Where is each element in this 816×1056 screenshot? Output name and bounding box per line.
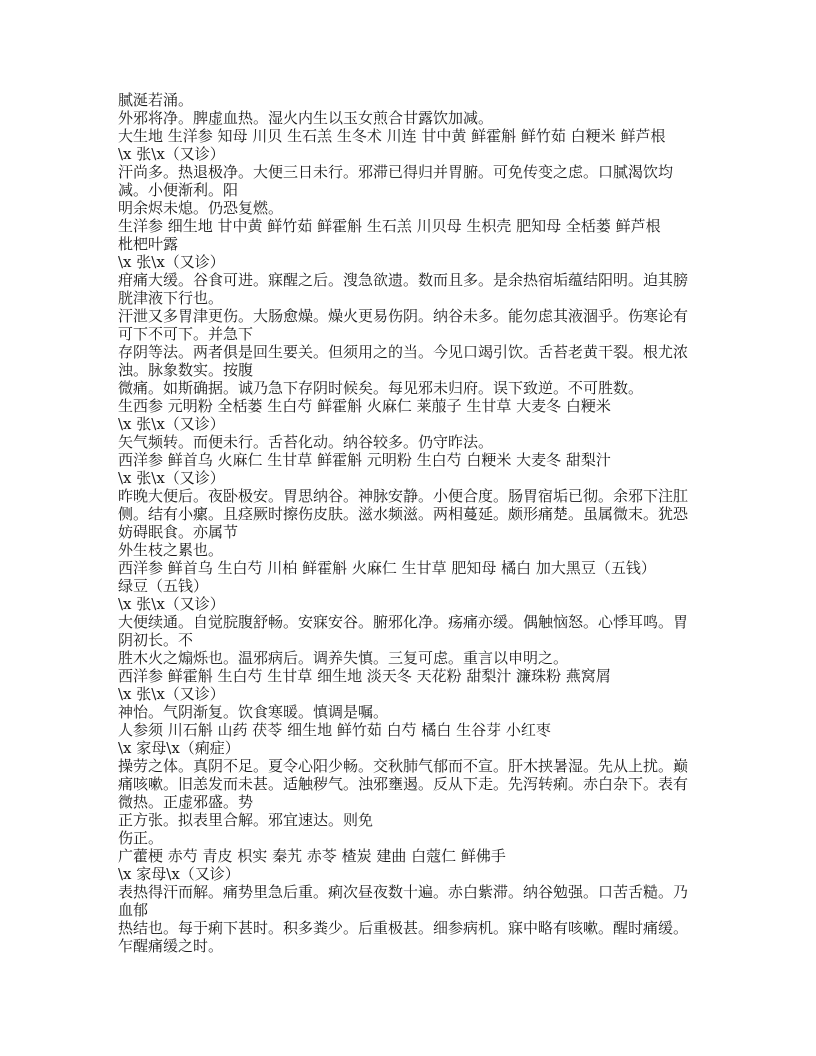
text-line: 大便续通。自觉脘腹舒畅。安寐安谷。腑邪化净。疡痛亦缓。偶触恼怒。心悸耳鸣。胃阴初长。不 [118, 613, 689, 649]
case-heading: \x 张\x（又诊） [118, 415, 225, 433]
text-line: 腻涎若涌。 [118, 91, 194, 109]
prescription-line: 生洋参 细生地 甘中黄 鲜竹茹 鲜霍斛 生石羔 川贝母 生枳壳 肥知母 全栝蒌 鲜芦根 [118, 217, 661, 235]
text-line: 外生枝之累也。 [118, 541, 224, 559]
text-line: 神怡。气阴渐复。饮食寒暖。慎调是嘱。 [118, 703, 389, 721]
case-heading: \x 张\x（又诊） [118, 685, 225, 703]
prescription-line: 人参须 川石斛 山药 茯苓 细生地 鲜竹茹 白芍 橘白 生谷芽 小红枣 [118, 721, 551, 739]
prescription-line: 绿豆（五钱） [118, 577, 209, 595]
case-heading: \x 张\x（又诊） [118, 469, 225, 487]
text-line: 伤正。 [118, 829, 164, 847]
text-line: 汗泄又多胃津更伤。大肠愈燥。燥火更易伤阴。纳谷未多。能勿虑其液涸乎。伤寒论有可下不可下。并急下 [118, 307, 689, 343]
text-line: 疳痛大缓。谷食可进。寐醒之后。溲急欲遗。数而且多。是余热宿垢蕴结阳明。迫其膀胱津液下行也。 [118, 271, 689, 307]
prescription-line: 生西参 元明粉 全栝蒌 生白芍 鲜霍斛 火麻仁 莱菔子 生甘草 大麦冬 白粳米 [118, 397, 611, 415]
text-line: 存阴等法。两者俱是回生要关。但须用之的当。今见口竭引饮。舌苔老黄干裂。根尤浓浊。脉象数实。按腹 [118, 343, 689, 379]
case-heading: \x 张\x（又诊） [118, 145, 225, 163]
prescription-line: 西洋参 鲜首乌 生白芍 川柏 鲜霍斛 火麻仁 生甘草 肥知母 橘白 加大黑豆（五钱） [118, 559, 656, 577]
text-line: 外邪将净。脾虚血热。湿火内生以玉女煎合甘露饮加减。 [118, 109, 494, 127]
case-heading: \x 家母\x（痢症） [118, 739, 240, 757]
case-heading: \x 家母\x（又诊） [118, 865, 240, 883]
text-line: 正方张。拟表里合解。邪宜速达。则免 [118, 811, 374, 829]
text-line: 昨晚大便后。夜卧极安。胃思纳谷。神脉安静。小便合度。肠胃宿垢已彻。余邪下注肛侧。结有小瘰。且痉厥时擦伤皮肤。滋水频滋。两相蔓延。颇形痛楚。虽属微末。犹恐妨碍眠食。亦属节 [118, 487, 689, 541]
text-line: 矢气频转。而便未行。舌苔化动。纳谷较多。仍守昨法。 [118, 433, 494, 451]
document-page [118, 91, 702, 955]
text-line: 胜木火之煽烁也。温邪病后。调养失慎。三复可虑。重言以申明之。 [118, 649, 569, 667]
text-line: 微痛。如斯确据。诚乃急下存阴时候矣。每见邪未归府。误下致逆。不可胜数。 [118, 379, 644, 397]
prescription-line: 广藿梗 赤芍 青皮 枳实 秦艽 赤苓 楂炭 建曲 白蔻仁 鲜佛手 [118, 847, 506, 865]
prescription-line: 大生地 生洋参 知母 川贝 生石羔 生冬术 川连 甘中黄 鲜霍斛 鲜竹茹 白粳米 鲜芦根 [118, 127, 666, 145]
prescription-line: 枇杷叶露 [118, 235, 179, 253]
text-line: 热结也。每于痢下甚时。积多粪少。后重极甚。细参病机。寐中略有咳嗽。醒时痛缓。乍醒痛缓之时。 [118, 919, 689, 955]
case-heading: \x 张\x（又诊） [118, 253, 225, 271]
text-line: 明余烬未熄。仍恐复燃。 [118, 199, 284, 217]
prescription-line: 西洋参 鲜霍斛 生白芍 生甘草 细生地 淡天冬 天花粉 甜梨汁 濂珠粉 燕窝屑 [118, 667, 611, 685]
text-line: 操劳之体。真阴不足。夏令心阳少畅。交秋肺气郁而不宣。肝木挟暑湿。先从上扰。巅痛咳嗽。旧恙发而未甚。适触秽气。浊邪壅遏。反从下走。先泻转痢。赤白杂下。表有微热。正虚邪盛。势 [118, 757, 689, 811]
text-line: 表热得汗而解。痛势里急后重。痢次昼夜数十遍。赤白紫滞。纳谷勉强。口苦舌糙。乃血郁 [118, 883, 689, 919]
case-heading: \x 张\x（又诊） [118, 595, 225, 613]
prescription-line: 西洋参 鲜首乌 火麻仁 生甘草 鲜霍斛 元明粉 生白芍 白粳米 大麦冬 甜梨汁 [118, 451, 611, 469]
text-line: 汗尚多。热退极净。大便三日未行。邪滞已得归并胃腑。可免传变之虑。口腻渴饮均减。小便渐利。阳 [118, 163, 674, 199]
